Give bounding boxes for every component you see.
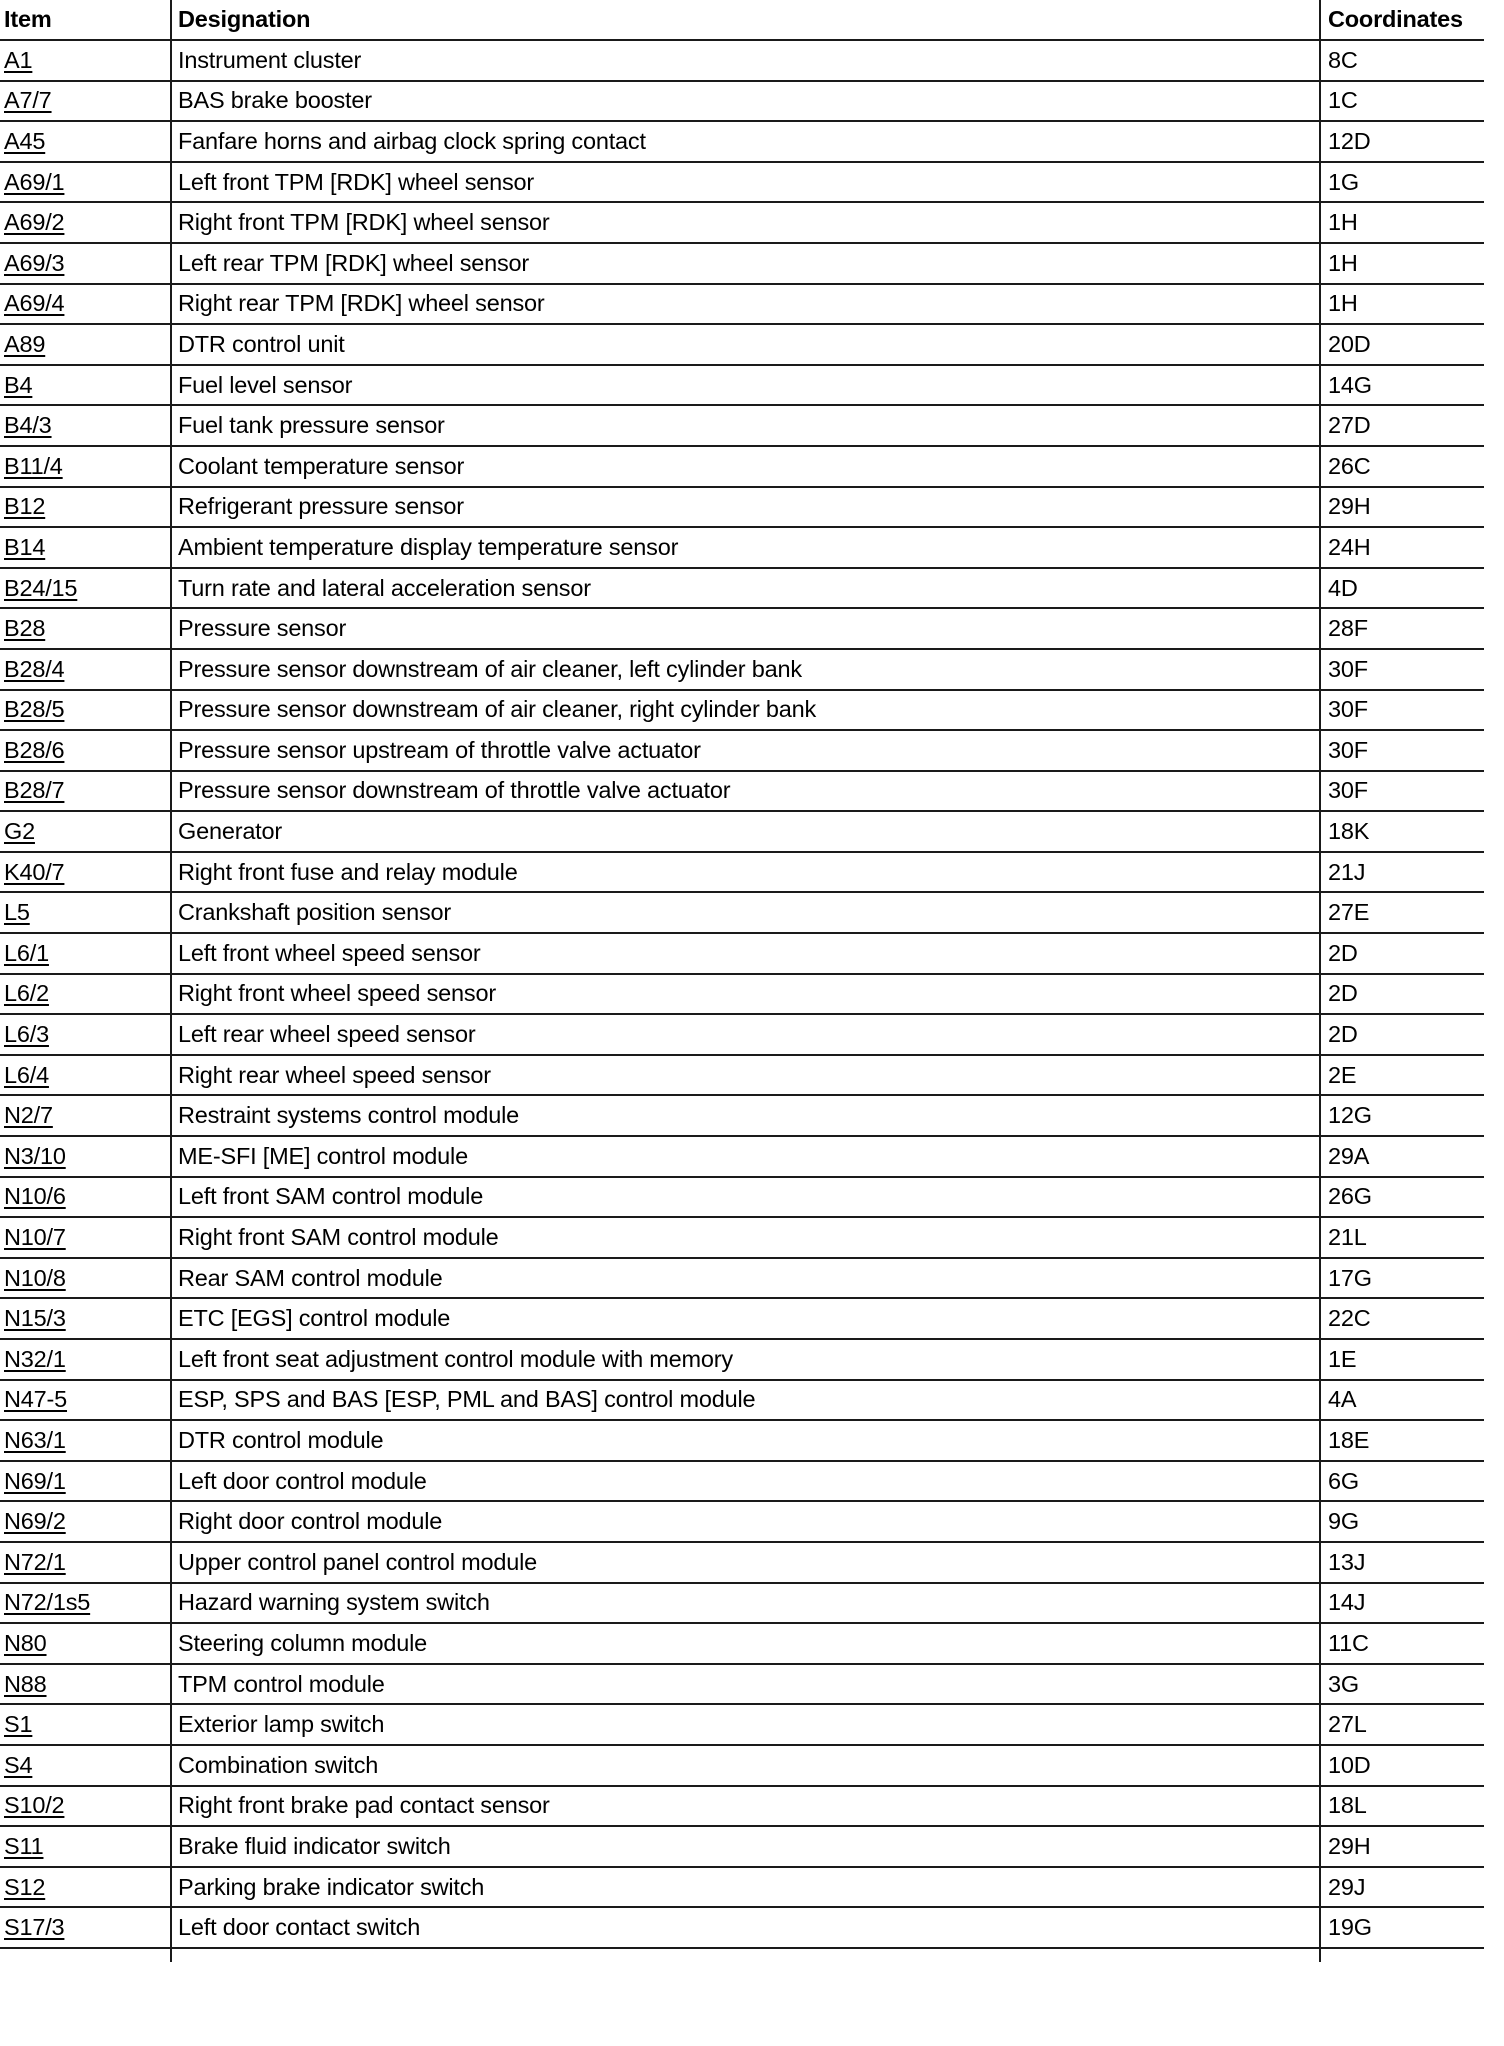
table-row <box>0 202 1484 243</box>
coordinates-cell: 10D <box>1320 1745 1484 1786</box>
designation-cell: Ambient temperature display temperature sensor <box>171 527 1320 568</box>
table-row <box>0 243 1484 284</box>
table-row <box>0 1339 1484 1380</box>
table-row <box>0 1826 1484 1867</box>
coordinates-cell: 8C <box>1320 40 1484 81</box>
designation-cell: Combination switch <box>171 1745 1320 1786</box>
item-link[interactable]: B28/5 <box>4 696 65 723</box>
item-link[interactable]: A69/1 <box>4 168 65 195</box>
designation-cell: Left door contact switch <box>171 1907 1320 1948</box>
designation-cell: DTR control unit <box>171 324 1320 365</box>
item-cell <box>0 1623 171 1664</box>
item-cell <box>0 811 171 852</box>
coordinates-cell: 27E <box>1320 892 1484 933</box>
table-row <box>0 121 1484 162</box>
designation-cell: Steering column module <box>171 1623 1320 1664</box>
table-row <box>0 1907 1484 1948</box>
designation-cell: Pressure sensor downstream of air cleaner, left cylinder bank <box>171 649 1320 690</box>
designation-cell: BAS brake booster <box>171 81 1320 122</box>
designation-cell: Parking brake indicator switch <box>171 1867 1320 1908</box>
table-row <box>0 1867 1484 1908</box>
item-link[interactable]: N47-5 <box>4 1386 68 1413</box>
designation-cell: Pressure sensor downstream of air cleaner, right cylinder bank <box>171 690 1320 731</box>
item-link[interactable]: L6/4 <box>4 1061 49 1088</box>
designation-cell: Turn rate and lateral acceleration sensor <box>171 568 1320 609</box>
item-link[interactable]: N3/10 <box>4 1142 66 1169</box>
designation-cell: Exterior lamp switch <box>171 1704 1320 1745</box>
item-link[interactable]: A69/3 <box>4 249 65 276</box>
designation-cell: Left front SAM control module <box>171 1177 1320 1218</box>
coordinates-cell: 18L <box>1320 1786 1484 1827</box>
item-link[interactable]: S1 <box>4 1711 33 1738</box>
designation-cell: Left door control module <box>171 1461 1320 1502</box>
item-link[interactable]: N72/1s5 <box>4 1589 91 1616</box>
designation-cell: Pressure sensor downstream of throttle valve actuator <box>171 771 1320 812</box>
designation-cell: Left front TPM [RDK] wheel sensor <box>171 162 1320 203</box>
coordinates-cell: 14J <box>1320 1583 1484 1624</box>
item-link[interactable]: N10/7 <box>4 1224 66 1251</box>
item-cell <box>0 324 171 365</box>
item-link[interactable]: N32/1 <box>4 1345 66 1372</box>
item-cell <box>0 243 171 284</box>
item-link[interactable]: N88 <box>4 1670 47 1697</box>
designation-cell: Refrigerant pressure sensor <box>171 487 1320 528</box>
coordinates-cell: 19G <box>1320 1907 1484 1948</box>
item-cell <box>0 1014 171 1055</box>
table-row <box>0 811 1484 852</box>
coordinates-cell: 29H <box>1320 1826 1484 1867</box>
item-cell <box>0 690 171 731</box>
item-link[interactable]: B4/3 <box>4 412 52 439</box>
table-row <box>0 1420 1484 1461</box>
item-cell <box>0 1583 171 1624</box>
designation-cell: Generator <box>171 811 1320 852</box>
coordinates-cell: 12G <box>1320 1095 1484 1136</box>
item-cell <box>0 527 171 568</box>
item-cell <box>0 568 171 609</box>
item-cell <box>0 162 171 203</box>
coordinates-cell: 17G <box>1320 1258 1484 1299</box>
item-cell <box>0 487 171 528</box>
item-link[interactable]: B28/4 <box>4 655 65 682</box>
coordinates-cell: 4D <box>1320 568 1484 609</box>
coordinates-cell: 12D <box>1320 121 1484 162</box>
coordinates-cell: 1H <box>1320 243 1484 284</box>
item-link[interactable]: N2/7 <box>4 1102 53 1129</box>
table-row <box>0 1055 1484 1096</box>
table-body <box>0 40 1484 1962</box>
coordinates-cell: 30F <box>1320 649 1484 690</box>
item-link[interactable]: B28/7 <box>4 777 65 804</box>
table-row <box>0 1583 1484 1624</box>
designation-cell: Right rear TPM [RDK] wheel sensor <box>171 284 1320 325</box>
designation-cell: Right front TPM [RDK] wheel sensor <box>171 202 1320 243</box>
item-cell <box>0 202 171 243</box>
designation-cell: Left front seat adjustment control module with memory <box>171 1339 1320 1380</box>
designation-cell: Pressure sensor upstream of throttle valve actuator <box>171 730 1320 771</box>
item-link[interactable]: K40/7 <box>4 858 65 885</box>
designation-cell: Hazard warning system switch <box>171 1583 1320 1624</box>
partial-cell <box>1320 1948 1484 1962</box>
table-row <box>0 1745 1484 1786</box>
table-row <box>0 527 1484 568</box>
item-link[interactable]: A89 <box>4 330 46 357</box>
item-cell <box>0 608 171 649</box>
designation-cell: TPM control module <box>171 1664 1320 1705</box>
item-link[interactable]: N63/1 <box>4 1426 66 1453</box>
item-link[interactable]: G2 <box>4 818 35 845</box>
table-row <box>0 1014 1484 1055</box>
item-cell <box>0 1745 171 1786</box>
table-header <box>0 0 1484 40</box>
item-cell <box>0 405 171 446</box>
table-row-partial <box>0 1948 1484 1962</box>
designation-cell: Right front brake pad contact sensor <box>171 1786 1320 1827</box>
coordinates-cell: 30F <box>1320 690 1484 731</box>
coordinates-cell: 1H <box>1320 284 1484 325</box>
table-row <box>0 568 1484 609</box>
coordinates-cell: 24H <box>1320 527 1484 568</box>
item-link[interactable]: A69/4 <box>4 290 65 317</box>
table-row <box>0 365 1484 406</box>
designation-cell: ETC [EGS] control module <box>171 1298 1320 1339</box>
item-cell <box>0 1339 171 1380</box>
table-row <box>0 1501 1484 1542</box>
coordinates-cell: 27L <box>1320 1704 1484 1745</box>
coordinates-cell: 2D <box>1320 933 1484 974</box>
coordinates-cell: 26G <box>1320 1177 1484 1218</box>
item-cell <box>0 1258 171 1299</box>
designation-cell: Right front SAM control module <box>171 1217 1320 1258</box>
table-row <box>0 1461 1484 1502</box>
table-row <box>0 1380 1484 1421</box>
table-row <box>0 608 1484 649</box>
table-row <box>0 1542 1484 1583</box>
designation-cell: Rear SAM control module <box>171 1258 1320 1299</box>
item-link[interactable]: A45 <box>4 127 46 154</box>
designation-cell: Fuel tank pressure sensor <box>171 405 1320 446</box>
coordinates-cell: 30F <box>1320 730 1484 771</box>
coordinates-cell: 21J <box>1320 852 1484 893</box>
item-link[interactable]: L6/1 <box>4 939 49 966</box>
coordinates-cell: 29H <box>1320 487 1484 528</box>
coordinates-cell: 2D <box>1320 1014 1484 1055</box>
designation-cell: Left front wheel speed sensor <box>171 933 1320 974</box>
table-row <box>0 1136 1484 1177</box>
coordinates-cell: 13J <box>1320 1542 1484 1583</box>
item-cell <box>0 1461 171 1502</box>
table-row <box>0 40 1484 81</box>
designation-cell: Right front wheel speed sensor <box>171 974 1320 1015</box>
coordinates-cell: 9G <box>1320 1501 1484 1542</box>
item-cell <box>0 40 171 81</box>
designation-cell: Instrument cluster <box>171 40 1320 81</box>
header-coordinates: Coordinates <box>1320 0 1484 40</box>
coordinates-cell: 28F <box>1320 608 1484 649</box>
item-cell <box>0 1786 171 1827</box>
item-cell <box>0 1907 171 1948</box>
item-link[interactable]: N72/1 <box>4 1548 66 1575</box>
coordinates-cell: 22C <box>1320 1298 1484 1339</box>
item-cell <box>0 1826 171 1867</box>
designation-cell: Right door control module <box>171 1501 1320 1542</box>
item-link[interactable]: B11/4 <box>4 452 63 479</box>
coordinates-cell: 2D <box>1320 974 1484 1015</box>
item-link[interactable]: A7/7 <box>4 87 52 114</box>
coordinates-cell: 1C <box>1320 81 1484 122</box>
table-row <box>0 852 1484 893</box>
item-link[interactable]: N15/3 <box>4 1305 66 1332</box>
coordinates-cell: 1G <box>1320 162 1484 203</box>
coordinates-cell: 29J <box>1320 1867 1484 1908</box>
designation-cell: Pressure sensor <box>171 608 1320 649</box>
designation-cell: Right rear wheel speed sensor <box>171 1055 1320 1096</box>
item-link[interactable]: S12 <box>4 1873 46 1900</box>
item-link[interactable]: N69/2 <box>4 1508 66 1535</box>
table-row <box>0 1786 1484 1827</box>
table-row <box>0 405 1484 446</box>
item-cell <box>0 446 171 487</box>
item-cell <box>0 1542 171 1583</box>
designation-cell: Crankshaft position sensor <box>171 892 1320 933</box>
coordinates-cell: 1H <box>1320 202 1484 243</box>
item-link[interactable]: N80 <box>4 1629 47 1656</box>
item-link[interactable]: L6/2 <box>4 980 49 1007</box>
item-cell <box>0 1217 171 1258</box>
designation-cell: DTR control module <box>171 1420 1320 1461</box>
item-cell <box>0 1867 171 1908</box>
item-cell <box>0 1177 171 1218</box>
item-link[interactable]: N69/1 <box>4 1467 66 1494</box>
item-link[interactable]: B28 <box>4 615 46 642</box>
designation-cell: ESP, SPS and BAS [ESP, PML and BAS] control module <box>171 1380 1320 1421</box>
coordinates-cell: 26C <box>1320 446 1484 487</box>
table-row <box>0 1258 1484 1299</box>
table-row <box>0 324 1484 365</box>
designation-cell: Left rear TPM [RDK] wheel sensor <box>171 243 1320 284</box>
table-row <box>0 1623 1484 1664</box>
table-row <box>0 892 1484 933</box>
header-designation: Designation <box>171 0 1320 40</box>
item-cell <box>0 1055 171 1096</box>
item-cell <box>0 892 171 933</box>
item-link[interactable]: S17/3 <box>4 1914 65 1941</box>
table-row <box>0 1095 1484 1136</box>
header-row <box>0 0 1484 40</box>
item-cell <box>0 365 171 406</box>
partial-cell <box>0 1948 171 1962</box>
table-row <box>0 1298 1484 1339</box>
item-cell <box>0 121 171 162</box>
designation-cell: Brake fluid indicator switch <box>171 1826 1320 1867</box>
table-row <box>0 1177 1484 1218</box>
item-cell <box>0 771 171 812</box>
item-link[interactable]: B12 <box>4 493 46 520</box>
table-row <box>0 1704 1484 1745</box>
header-item: Item <box>0 0 171 40</box>
coordinates-cell: 27D <box>1320 405 1484 446</box>
item-link[interactable]: S10/2 <box>4 1792 65 1819</box>
coordinates-cell: 6G <box>1320 1461 1484 1502</box>
item-link[interactable]: B14 <box>4 533 46 560</box>
item-link[interactable]: N10/8 <box>4 1264 66 1291</box>
item-cell <box>0 284 171 325</box>
designation-cell: Right front fuse and relay module <box>171 852 1320 893</box>
item-cell <box>0 1136 171 1177</box>
coordinates-cell: 20D <box>1320 324 1484 365</box>
designation-cell: Fanfare horns and airbag clock spring contact <box>171 121 1320 162</box>
item-link[interactable]: S4 <box>4 1751 33 1778</box>
coordinates-cell: 1E <box>1320 1339 1484 1380</box>
table-row <box>0 730 1484 771</box>
table-row <box>0 974 1484 1015</box>
item-link[interactable]: A69/2 <box>4 209 65 236</box>
item-cell <box>0 852 171 893</box>
item-cell <box>0 81 171 122</box>
coordinates-cell: 18K <box>1320 811 1484 852</box>
table-row <box>0 81 1484 122</box>
item-cell <box>0 1664 171 1705</box>
table-row <box>0 446 1484 487</box>
coordinates-cell: 11C <box>1320 1623 1484 1664</box>
designation-cell: Restraint systems control module <box>171 1095 1320 1136</box>
item-link[interactable]: L6/3 <box>4 1021 49 1048</box>
item-link[interactable]: L5 <box>4 899 30 926</box>
table-row <box>0 933 1484 974</box>
table-row <box>0 1664 1484 1705</box>
table-row <box>0 162 1484 203</box>
item-cell <box>0 730 171 771</box>
partial-cell <box>171 1948 1320 1962</box>
item-link[interactable]: B24/15 <box>4 574 78 601</box>
item-link[interactable]: B4 <box>4 371 33 398</box>
item-cell <box>0 1298 171 1339</box>
designation-cell: Upper control panel control module <box>171 1542 1320 1583</box>
item-cell <box>0 1380 171 1421</box>
item-link[interactable]: S11 <box>4 1832 44 1859</box>
table-row <box>0 487 1484 528</box>
item-cell <box>0 933 171 974</box>
item-cell <box>0 1095 171 1136</box>
coordinates-cell: 4A <box>1320 1380 1484 1421</box>
item-cell <box>0 1501 171 1542</box>
item-cell <box>0 649 171 690</box>
item-link[interactable]: N10/6 <box>4 1183 66 1210</box>
coordinates-cell: 14G <box>1320 365 1484 406</box>
table-row <box>0 649 1484 690</box>
coordinates-cell: 30F <box>1320 771 1484 812</box>
item-link[interactable]: B28/6 <box>4 736 65 763</box>
designation-cell: Left rear wheel speed sensor <box>171 1014 1320 1055</box>
table-row <box>0 284 1484 325</box>
coordinates-cell: 29A <box>1320 1136 1484 1177</box>
coordinates-cell: 21L <box>1320 1217 1484 1258</box>
table-row <box>0 690 1484 731</box>
item-cell <box>0 1420 171 1461</box>
designation-cell: Coolant temperature sensor <box>171 446 1320 487</box>
coordinates-cell: 3G <box>1320 1664 1484 1705</box>
table-row <box>0 771 1484 812</box>
item-cell <box>0 974 171 1015</box>
table-row <box>0 1217 1484 1258</box>
designation-cell: ME-SFI [ME] control module <box>171 1136 1320 1177</box>
coordinates-cell: 2E <box>1320 1055 1484 1096</box>
item-link[interactable]: A1 <box>4 46 33 73</box>
coordinates-cell: 18E <box>1320 1420 1484 1461</box>
designation-cell: Fuel level sensor <box>171 365 1320 406</box>
item-cell <box>0 1704 171 1745</box>
